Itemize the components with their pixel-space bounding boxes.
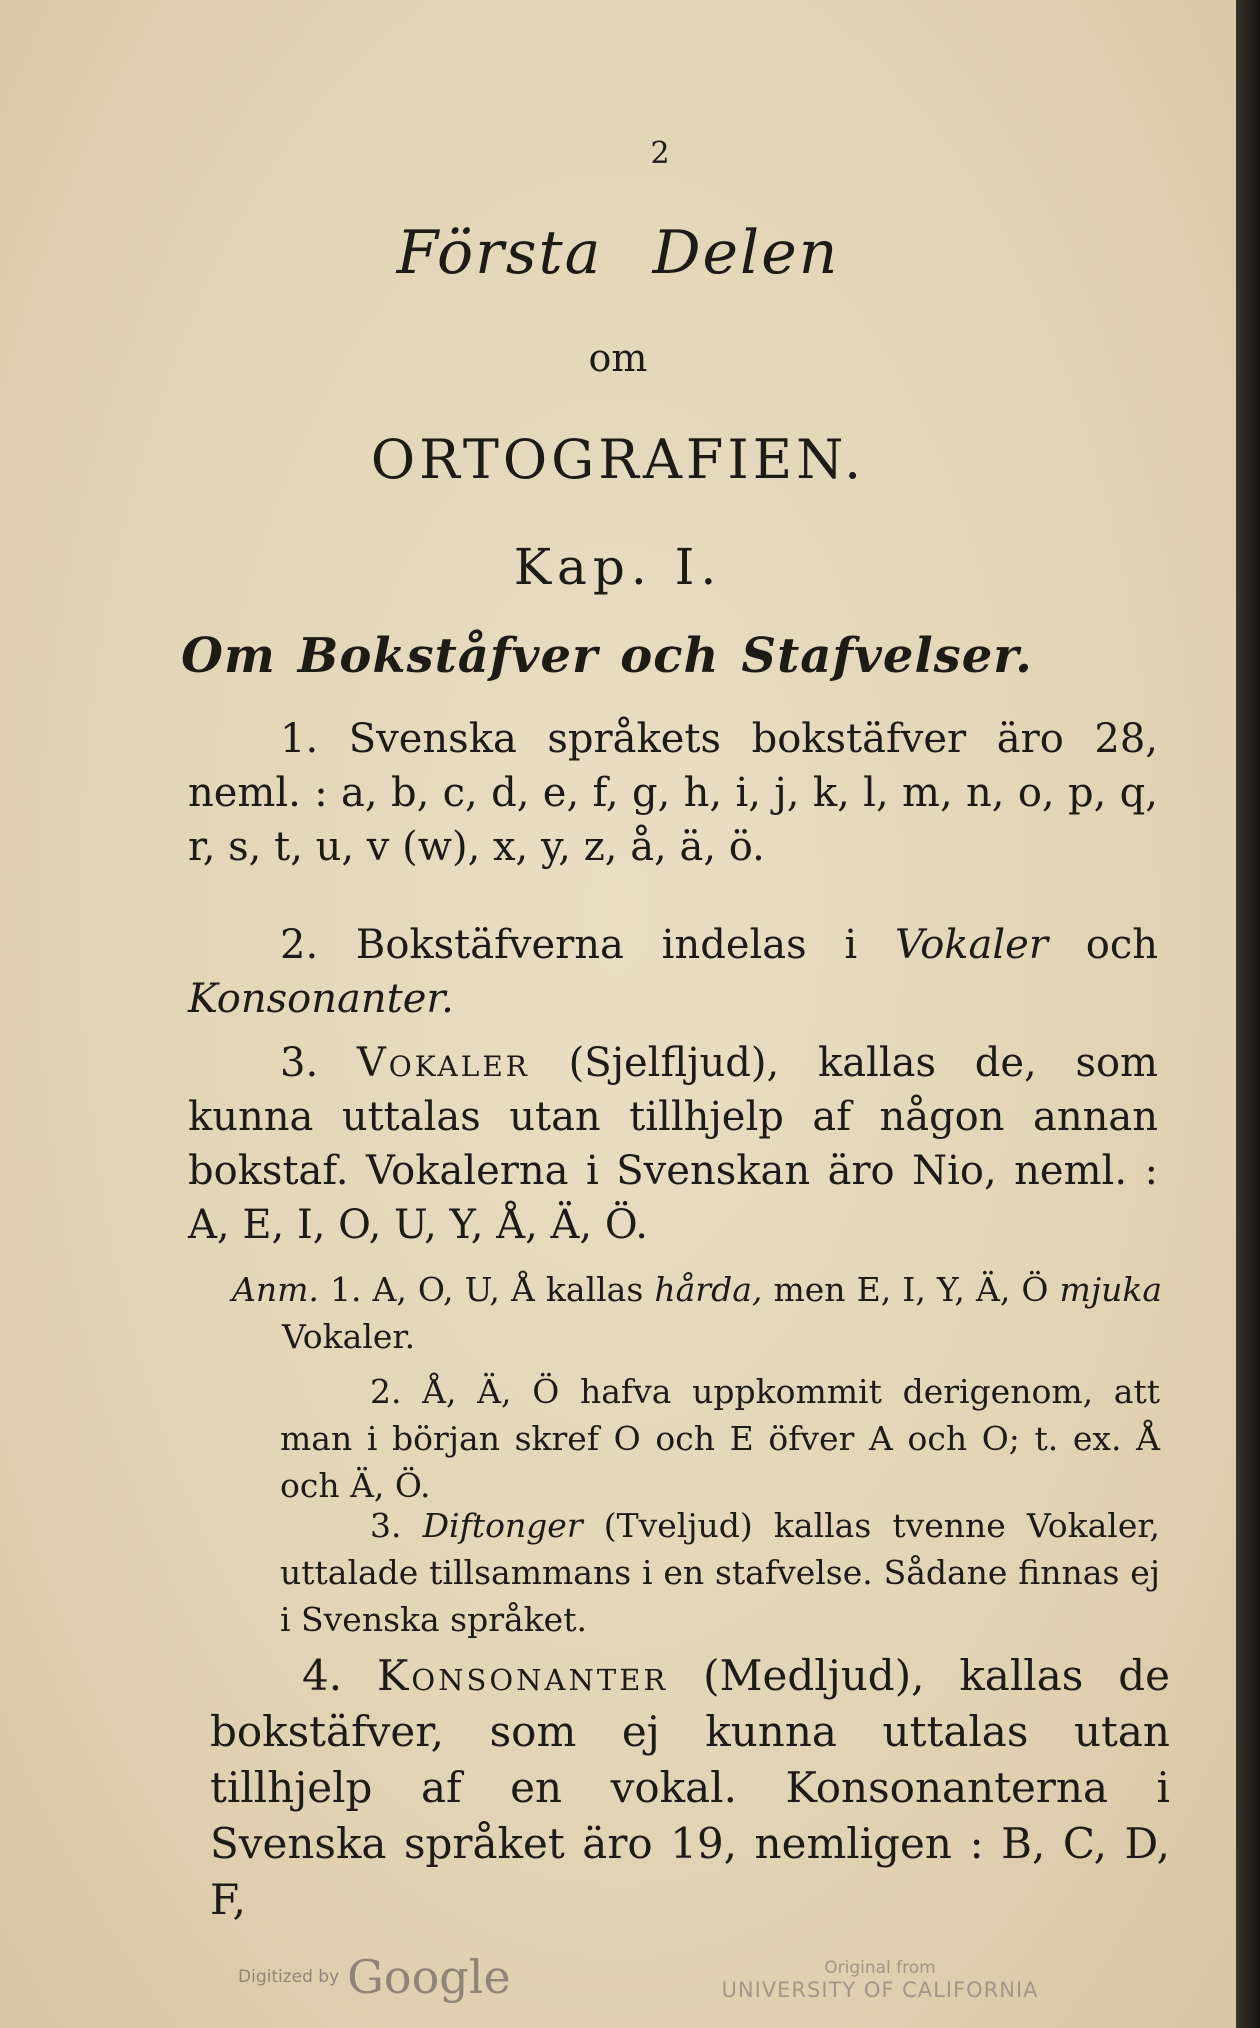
note-3-rest: (Tveljud) kallas tvenne Vokaler, uttalade tillsammans i en stafvelse. Sådane finnas ej i Svenska språket. (280, 1506, 1160, 1639)
part-title-word2: Delen (652, 218, 840, 288)
main-title: ORTOGRAFIEN. (370, 428, 866, 491)
paragraph-3-rest: (Sjelfljud), kallas de, som kunna uttalas utan tillhjelp af någon annan bokstaf. Vokalerna i Svenskan äro Nio, neml. : A, E, I, O, U, Y, Å, Ä, Ö. (188, 1040, 1158, 1248)
google-watermark (238, 1950, 511, 2004)
note-2-text: 2. Å, Ä, Ö hafva uppkommit derigenom, att man i början skref O och E öfver A och O; t. ex. Å och Ä, Ö. (280, 1372, 1160, 1505)
part-title (0, 218, 1236, 288)
subtitle-om: om (588, 336, 648, 380)
paragraph-1 (188, 712, 1158, 874)
note-1-b: men E, I, Y, Ä, Ö (762, 1270, 1060, 1309)
paragraph-1-text: 1. Svenska språkets bokstäfver äro 28, neml. : a, b, c, d, e, f, g, h, i, j, k, l, m, n, o, p, q, r, s, t, u, v (w), x, y, z, å, ä, ö. (188, 716, 1158, 870)
paragraph-4-term: Konsonanter (377, 1651, 669, 1700)
paragraph-4-rest: (Medljud), kallas de bokstäfver, som ej kunna uttalas utan tillhjelp af en vokal. Konsonanterna i Svenska språket äro 19, nemligen : B, C, D, F, (210, 1651, 1170, 1924)
paragraph-2-konsonanter: Konsonanter. (188, 976, 454, 1022)
university-name: UNIVERSITY OF CALIFORNIA (721, 1978, 1039, 2002)
part-title-word1: Första (396, 218, 603, 288)
chapter-title-w3: och (620, 628, 720, 684)
digitized-by-text: Digitized by (238, 1967, 340, 1987)
university-watermark (720, 1958, 1040, 2002)
original-from-text: Original from (824, 1958, 936, 1978)
note-2 (280, 1368, 1160, 1509)
note-1 (232, 1266, 1162, 1360)
paragraph-4 (210, 1648, 1170, 1928)
paragraph-3-num: 3. (280, 1040, 357, 1086)
paragraph-2-lead: 2. Bokstäfverna indelas i (280, 922, 895, 968)
chapter-heading: Kap. I. (513, 538, 723, 596)
note-3 (280, 1502, 1160, 1643)
paragraph-2-vokaler: Vokaler (895, 922, 1048, 968)
page-edge-shadow (1236, 0, 1260, 2028)
chapter-title-w4: Stafvelser. (741, 628, 1033, 684)
note-anm: Anm. (232, 1270, 319, 1309)
paragraph-3-term: Vokaler (356, 1040, 530, 1086)
note-1-a: 1. A, O, U, Å kallas (318, 1270, 655, 1309)
note-1-c: Vokaler. (282, 1317, 416, 1356)
note-3-num: 3. (370, 1506, 423, 1545)
google-logo-text: Google (347, 1950, 511, 2004)
page-number: 2 (650, 136, 670, 171)
paragraph-2-och: och (1047, 922, 1158, 968)
paragraph-3 (188, 1036, 1158, 1252)
chapter-title-w2: Bokståfver (297, 628, 599, 684)
note-1-harda: hårda, (654, 1270, 763, 1309)
note-1-mjuka: mjuka (1059, 1270, 1162, 1309)
paragraph-4-num: 4. (302, 1651, 378, 1700)
chapter-title (0, 628, 1236, 684)
note-3-diftonger: Diftonger (422, 1506, 583, 1545)
paragraph-2 (188, 918, 1158, 1026)
chapter-title-w1: Om (181, 628, 276, 684)
